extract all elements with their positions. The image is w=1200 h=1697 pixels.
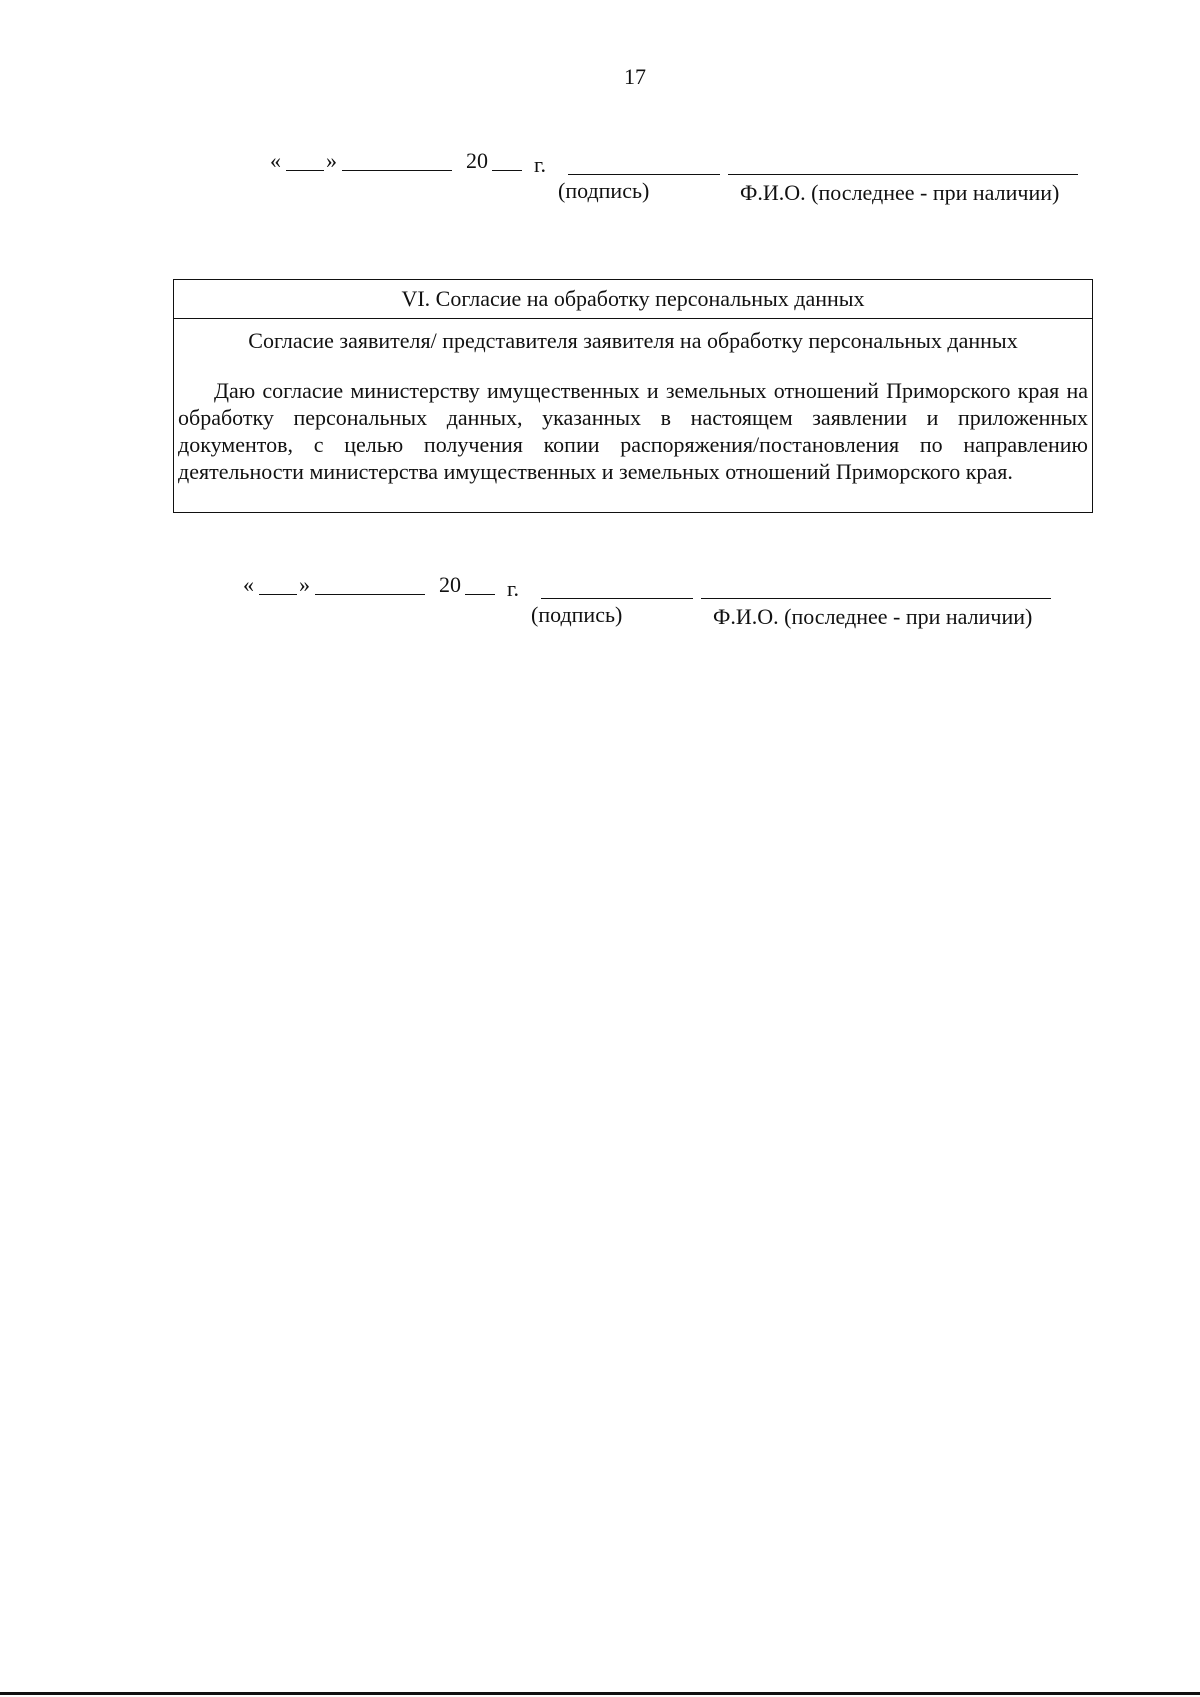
day-blank-line [259, 594, 297, 595]
month-blank-line [315, 594, 425, 595]
consent-section-subtitle: Согласие заявителя/ представителя заявителя на обработку персональных данных [248, 328, 1018, 353]
signature-caption: (подпись) [531, 602, 623, 627]
signature-blank-line [568, 174, 720, 175]
year-prefix: 20 [439, 572, 461, 597]
scan-bottom-edge [0, 1692, 1200, 1695]
signature-blank-line [541, 598, 693, 599]
name-caption: Ф.И.О. (последнее - при наличии) [740, 180, 1060, 205]
year-prefix: 20 [466, 148, 488, 173]
consent-section-heading: VI. Согласие на обработку персональных данных [174, 280, 1092, 319]
year-suffix: г. [534, 152, 547, 177]
signature-row [243, 574, 1063, 644]
year-blank-line [492, 170, 522, 171]
month-blank-line [342, 170, 452, 171]
year-blank-line [465, 594, 495, 595]
name-blank-line [701, 598, 1051, 599]
close-quote: » [326, 148, 337, 173]
close-quote: » [299, 572, 310, 597]
open-quote: « [243, 572, 254, 597]
signature-row [270, 150, 1090, 220]
day-blank-line [286, 170, 324, 171]
signature-caption: (подпись) [558, 178, 650, 203]
consent-section-box [173, 279, 1093, 513]
name-blank-line [728, 174, 1078, 175]
page-number: 17 [624, 64, 646, 89]
open-quote: « [270, 148, 281, 173]
year-suffix: г. [507, 576, 520, 601]
name-caption: Ф.И.О. (последнее - при наличии) [713, 604, 1033, 629]
consent-section-text: Даю согласие министерству имущественных и земельных отношений Приморского края на обработку персональных данных, указанных в настоящем заявлении и приложенных документов, с целью получения копии распоряжения/постановления по направлению деятельности министерства имущественных и земельных отношений Приморского края. [178, 378, 1088, 484]
